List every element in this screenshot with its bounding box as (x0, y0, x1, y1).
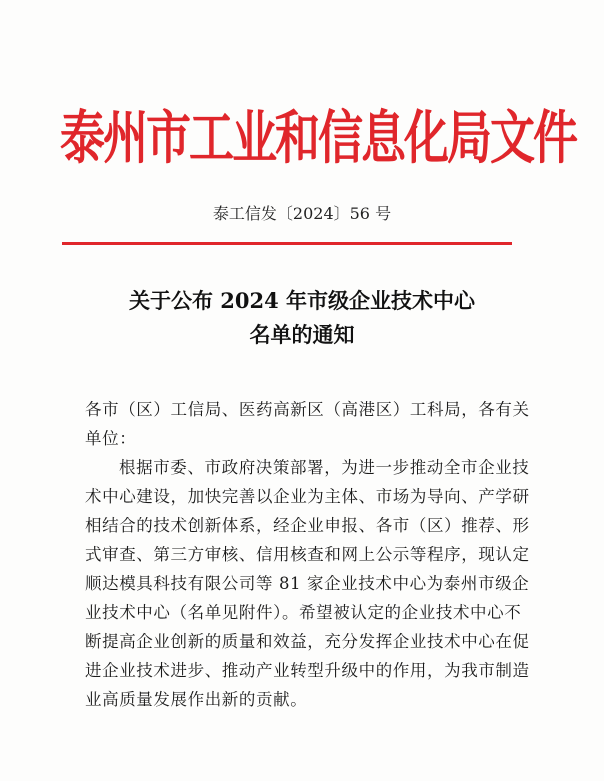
paragraph-line: 根据市委、市政府决策部署，为进一步推动全市企业技 (119, 458, 530, 477)
paragraph-line: 进企业技术进步、推动产业转型升级中的作用，为我市制造 (85, 661, 530, 680)
addressee-line-1: 各市（区）工信局、医药高新区（高港区）工科局，各有关 (85, 400, 530, 419)
red-divider-line (62, 242, 512, 245)
issuer-masthead: 泰州市工业和信息化局文件 (60, 103, 577, 172)
document-title-line-2: 名单的通知 (249, 322, 355, 347)
addressee-line-2: 单位： (85, 429, 137, 448)
paragraph-line: 业技术中心（名单见附件）。希望被认定的企业技术中心不 (85, 603, 522, 622)
paragraph-line: 式审查、第三方审核、信用核查和网上公示等程序，现认定 (85, 545, 530, 564)
paragraph-line: 业高质量发展作出新的贡献。 (85, 690, 308, 709)
document-title-line-1: 关于公布 2024 年市级企业技术中心 (128, 288, 476, 313)
paragraph-line: 相结合的技术创新体系，经企业申报、各市（区）推荐、形 (85, 516, 530, 535)
document-number: 泰工信发〔2024〕56 号 (212, 204, 392, 223)
paragraph-line: 断提高企业创新的质量和效益，充分发挥企业技术中心在促 (85, 632, 530, 651)
paragraph-line: 术中心建设，加快完善以企业为主体、市场为导向、产学研 (85, 487, 530, 506)
paragraph-line: 顺达模具科技有限公司等 81 家企业技术中心为泰州市级企 (85, 574, 530, 593)
